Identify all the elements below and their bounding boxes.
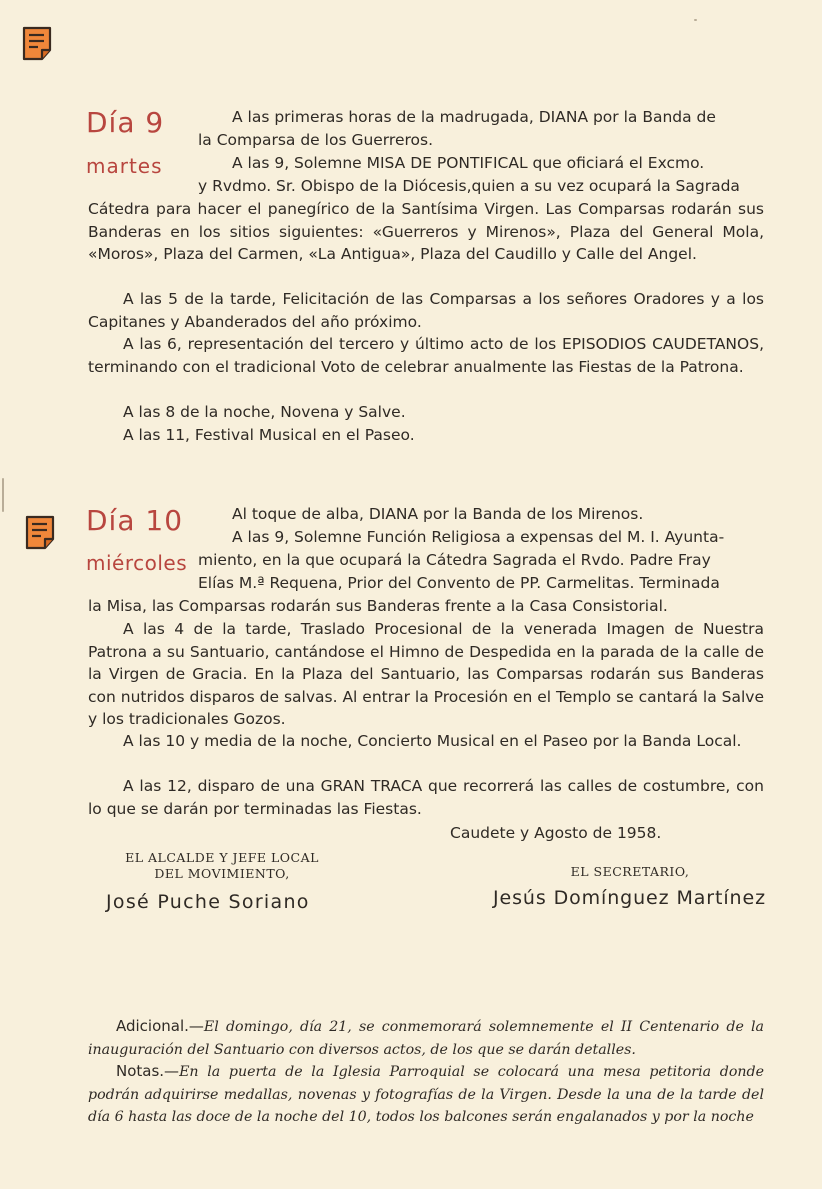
day9-number: Día 9: [86, 106, 165, 139]
day9-paragraph-1: Cátedra para hacer el panegírico de la Santísima Virgen. Las Comparsas rodarán sus Banderas en los sitios siguientes: «Guerreros y Mirenos», Plaza del General Mola, «Moros», Plaza del Carmen, «La Antigua», Plaza del Caudillo y Calle del Angel.: [88, 200, 764, 264]
adicional-note: [88, 1015, 764, 1061]
day10-line-1: Al toque de alba, DIANA por la Banda de los Mirenos.: [232, 505, 644, 523]
day9-paragraph-2: A las 5 de la tarde, Felicitación de las Comparsas a los señores Oradores y a los Capitanes y Abanderados del año próximo.: [88, 290, 764, 331]
day9-line-4: y Rvdmo. Sr. Obispo de la Diócesis,quien a su vez ocupará la Sagrada: [198, 177, 740, 195]
day9-paragraph-4: A las 8 de la noche, Novena y Salve.: [123, 403, 406, 421]
place-date: Caudete y Agosto de 1958.: [450, 824, 662, 842]
day10-paragraph-2: A las 4 de la tarde, Traslado Procesional de la venerada Imagen de Nuestra Patrona a su Santuario, cantándose el Himno de Despedida en la parada de la calle de la Virgen de Gracia. En la Plaza del Santuario, las Comparsas rodarán sus Banderas con nutridos disparos de salvas. Al entrar la Procesión en el Templo se cantará la Salve y los tradicionales Gozos.: [88, 620, 764, 729]
day10-paragraph-4: A las 12, disparo de una GRAN TRACA que recorrerá las calles de costumbre, con lo que se darán por terminadas las Fiestas.: [88, 777, 764, 818]
notas-note: [88, 1060, 764, 1129]
day9-paragraph-3: A las 6, representación del tercero y último acto de los EPISODIOS CAUDETANOS, terminando con el tradicional Voto de celebrar anualmente las Fiestas de la Patrona.: [88, 335, 764, 376]
mayor-title: [110, 850, 334, 882]
adicional-label: Adicional.—: [116, 1017, 204, 1035]
edge-mark: [2, 478, 4, 512]
mayor-title-line-1: EL ALCALDE Y JEFE LOCAL: [125, 850, 319, 865]
speck: [694, 19, 697, 21]
mayor-title-line-2: DEL MOVIMIENTO,: [154, 866, 290, 881]
secretary-name: Jesús Domínguez Martínez: [493, 887, 766, 909]
day10-line-2: A las 9, Solemne Función Religiosa a expensas del M. I. Ayunta-: [232, 528, 725, 546]
day9-line-2: la Comparsa de los Guerreros.: [198, 131, 433, 149]
day9-paragraph-5: A las 11, Festival Musical en el Paseo.: [123, 426, 415, 444]
day10-paragraph-1: la Misa, las Comparsas rodarán sus Banderas frente a la Casa Consistorial.: [88, 597, 668, 615]
notas-label: Notas.—: [116, 1062, 180, 1080]
day10-line-4: Elías M.ª Requena, Prior del Convento de PP. Carmelitas. Terminada: [198, 574, 720, 592]
day9-line-3: A las 9, Solemne MISA DE PONTIFICAL que oficiará el Excmo.: [232, 154, 705, 172]
adicional-text: El domingo, día 21, se conmemorará solemnemente el II Centenario de la inauguración del Santuario con diversos actos, de los que se darán detalles.: [88, 1019, 764, 1058]
day9-weekday: martes: [86, 154, 163, 178]
secretary-title: EL SECRETARIO,: [570, 864, 690, 879]
day10-weekday: miércoles: [86, 551, 188, 575]
note-icon[interactable]: [25, 515, 55, 549]
note-icon[interactable]: [22, 26, 52, 60]
mayor-name: José Puche Soriano: [106, 891, 310, 913]
notas-text: En la puerta de la Iglesia Parroquial se colocará una mesa petitoria donde podrán adquirirse medallas, novenas y fotografías de la Virgen. Desde la una de la tarde del día 6 hasta las doce de la noche del 10, todos los balcones serán engalanados y por la noche: [88, 1064, 764, 1126]
day9-line-1: A las primeras horas de la madrugada, DIANA por la Banda de: [232, 108, 716, 126]
day10-number: Día 10: [86, 504, 184, 537]
day10-line-3: miento, en la que ocupará la Cátedra Sagrada el Rvdo. Padre Fray: [198, 551, 711, 569]
day10-paragraph-3: A las 10 y media de la noche, Concierto Musical en el Paseo por la Banda Local.: [123, 732, 742, 750]
